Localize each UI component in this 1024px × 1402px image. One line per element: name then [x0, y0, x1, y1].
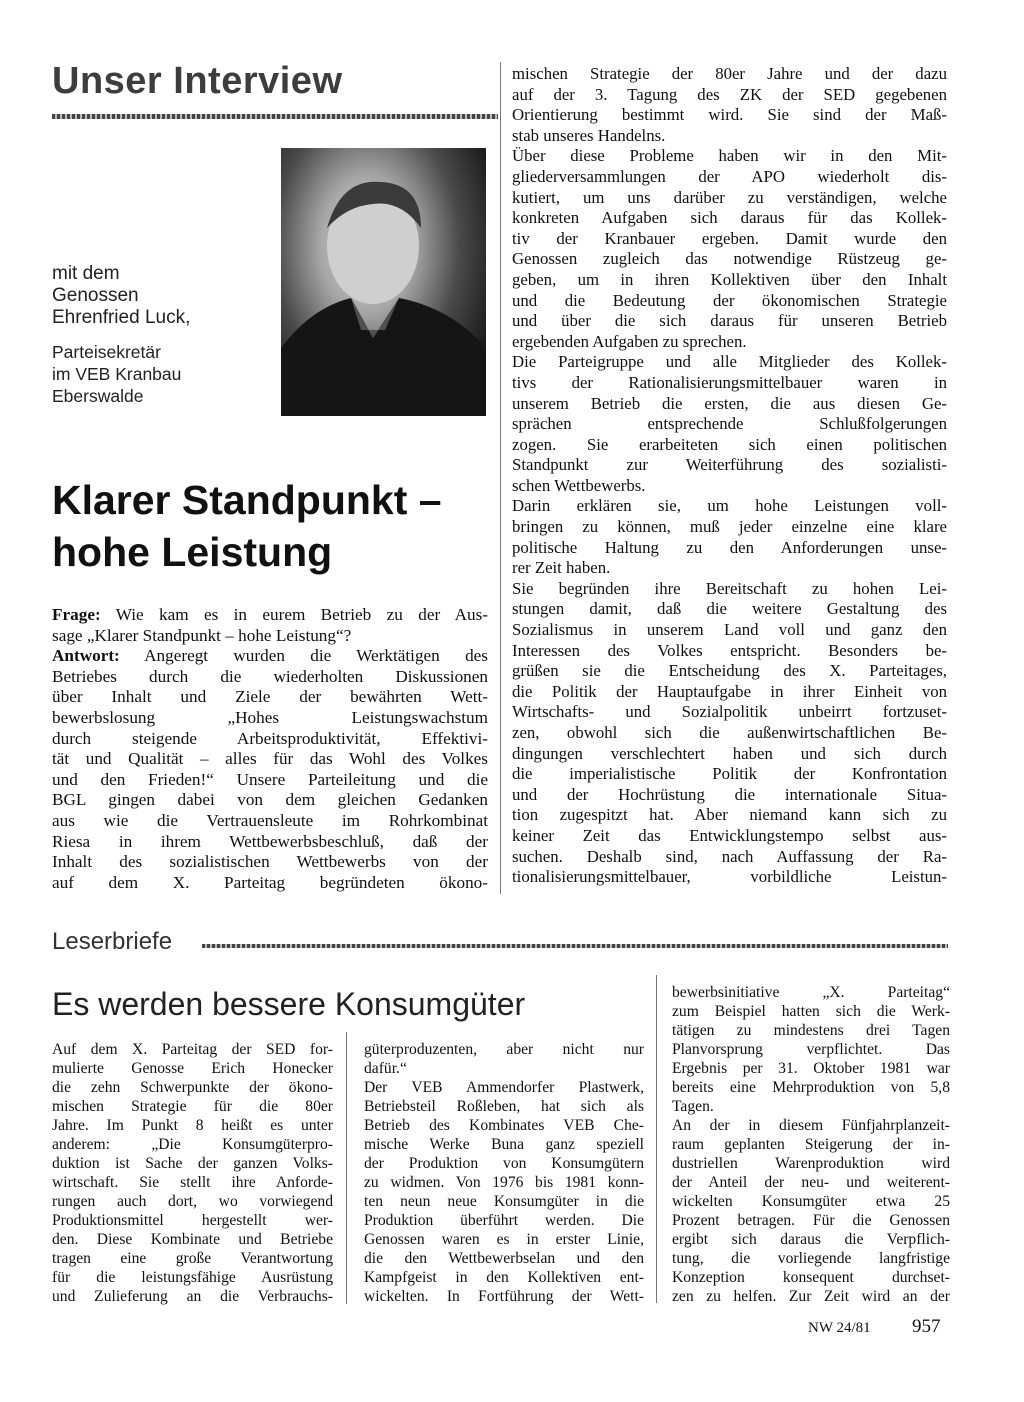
- text-line: mischen Strategie der 80er Jahre und der dazu: [512, 64, 947, 83]
- text-line: Darin erklären sie, um hohe Leistungen voll-: [512, 496, 947, 516]
- text-line: mischen Strategie für die 80er: [52, 1098, 333, 1115]
- section-heading: Unser Interview: [52, 60, 343, 102]
- role-line: Eberswalde: [52, 386, 144, 406]
- text-line: durch steigende Arbeitsproduktivität, Effektivi-: [52, 728, 488, 748]
- text-line: zen zu helfen. Zur Zeit wird an der: [672, 1288, 950, 1305]
- interviewee-role: [52, 341, 181, 407]
- text-line: bereits eine Mehrproduktion von 5,8: [672, 1079, 950, 1096]
- text-line: tivs der Rationalisierungsmittelbauer waren in: [512, 372, 947, 392]
- text-line: Wirtschafts- und Sozialpolitik unbeirrt fortzuset-: [512, 702, 947, 722]
- text-line: Riesa in ihrem Wettbewerbsbeschluß, daß der: [52, 831, 488, 851]
- text-line: und den Frieden!“ Unsere Parteileitung und die: [52, 769, 488, 789]
- text-line: den. Diese Kombinate und Betriebe: [52, 1231, 333, 1248]
- text-line: auf dem X. Parteitag begründeten ökono-: [52, 872, 488, 892]
- role-line: Parteisekretär: [52, 342, 161, 362]
- text-line: mische Werke Buna ganz speziell: [364, 1136, 644, 1153]
- text-line: dingungen verschlechtert haben und sich durch: [512, 743, 947, 763]
- text-line: aus wie die Vertrauensleute im Rohrkombinat: [52, 810, 488, 830]
- text-line: Genossen waren es in erster Linie,: [364, 1231, 644, 1248]
- text-line: die zehn Schwerpunkte der ökono-: [52, 1079, 333, 1096]
- antwort-label: Antwort:: [52, 646, 120, 666]
- text-line: raum geplanten Steigerung der in-: [672, 1136, 950, 1153]
- text-line: dafür.“: [364, 1060, 407, 1077]
- text-line: Die Parteigruppe und alle Mitglieder des Kollek-: [512, 352, 947, 372]
- text-line: [52, 646, 488, 667]
- text-line: tiv der Kranbauer ergeben. Damit wurde den: [512, 228, 947, 248]
- text-line: Inhalt des sozialistischen Wettbewerbs von der: [52, 852, 488, 872]
- text-line: tung, die vorliegende langfristige: [672, 1250, 950, 1267]
- text-line: Auf dem X. Parteitag der SED for-: [52, 1041, 333, 1058]
- letters-title: Es werden bessere Konsumgüter: [52, 986, 526, 1022]
- text-line: wickelten. In Fortführung der Wett-: [364, 1288, 644, 1305]
- text-line: Planvorsprung verpflichtet. Das: [672, 1041, 950, 1058]
- text-line: Konzeption konsequent durchset-: [672, 1269, 950, 1286]
- text-line: keiner Zeit das Entwicklungstempo selbst aus-: [512, 825, 947, 845]
- text-line: mulierte Genosse Erich Honecker: [52, 1060, 333, 1077]
- text-line: Betriebsteil Roßleben, hat sich als: [364, 1098, 644, 1115]
- text-line: Kampfgeist in den Kollektiven ent-: [364, 1269, 644, 1286]
- text-line: BGL gingen dabei von dem gleichen Gedanken: [52, 790, 488, 810]
- text-line: sage „Klarer Standpunkt – hohe Leistung“?: [52, 625, 352, 645]
- text-line: zum Beispiel hatten sich die Werk-: [672, 1003, 950, 1020]
- text-line: An der in diesem Fünfjahrplanzeit-: [672, 1117, 950, 1134]
- text-line: Der VEB Ammendorfer Plastwerk,: [364, 1079, 644, 1096]
- text-span: Wie kam es in eurem Betrieb zu der Aus-: [100, 605, 488, 624]
- text-line: duktion ist Sache der ganzen Volks-: [52, 1155, 333, 1172]
- text-line: Betrieb des Kombinates VEB Che-: [364, 1117, 644, 1134]
- text-line: kutiert, um uns darüber zu verständigen, welche: [512, 187, 947, 207]
- text-line: rer Zeit haben.: [512, 558, 611, 578]
- letters-column-1: [52, 1040, 333, 1306]
- text-line: grüßen sie die Entscheidung des X. Parteitages,: [512, 661, 947, 681]
- text-line: Produktion überführt werden. Die: [364, 1212, 644, 1229]
- text-line: die imperialistische Politik der Konfrontation: [512, 764, 947, 784]
- headline-line: Klarer Standpunkt –: [52, 477, 442, 523]
- text-line: wickelten Konsumgüter etwa 25: [672, 1193, 950, 1210]
- text-line: tragen eine große Verantwortung: [52, 1250, 333, 1267]
- text-line: Betriebes durch die wiederholten Diskussionen: [52, 666, 488, 686]
- text-line: Standpunkt zur Weiterführung des sozialisti-: [512, 455, 947, 475]
- text-line: schen Wettbewerbs.: [512, 475, 646, 495]
- letters-rule: [202, 944, 948, 948]
- text-line: tionalisierungsmittelbauer, vorbildliche Leistun-: [512, 867, 947, 887]
- column-divider: [346, 1032, 347, 1304]
- text-line: zogen. Sie erarbeiteten sich einen politischen: [512, 434, 947, 454]
- text-line: sprächen entsprechende Schlußfolgerungen: [512, 414, 947, 434]
- text-line: bewerbsinitiative „X. Parteitag“: [672, 984, 950, 1001]
- text-line: [52, 605, 488, 626]
- interview-right-column: [512, 64, 947, 888]
- text-line: und Zulieferung an die Verbrauchs-: [52, 1288, 333, 1305]
- text-line: politische Haltung zu den Anforderungen unse-: [512, 537, 947, 557]
- text-line: geben, um in ihren Kollektiven über den Inhalt: [512, 269, 947, 289]
- text-line: die Politik der Hauptaufgabe in ihrer Einheit von: [512, 681, 947, 701]
- text-line: zen, obwohl sich die außenwirtschaftlichen Be-: [512, 723, 947, 742]
- text-line: suchen. Deshalb sind, nach Auffassung der Ra-: [512, 846, 947, 866]
- frage-label: Frage:: [52, 605, 101, 624]
- text-line: für die leistungsfähige Ausrüstung: [52, 1269, 333, 1286]
- text-line: über Inhalt und Ziele der bewährten Wett-: [52, 687, 488, 707]
- text-line: gliederversammlungen der APO wiederholt dis-: [512, 166, 947, 186]
- text-line: Produktionsmittel hergestellt wer-: [52, 1212, 333, 1229]
- text-span: Angeregt wurden die Werktätigen des: [119, 646, 488, 666]
- text-line: stab unseres Handelns.: [512, 125, 666, 145]
- text-line: Interessen des Volkes entspricht. Besonders be-: [512, 640, 947, 660]
- text-line: Über diese Probleme haben wir in den Mit-: [512, 146, 947, 166]
- letters-section-label: Leserbriefe: [52, 928, 173, 955]
- text-line: tätigen zu mindestens drei Tagen: [672, 1022, 950, 1039]
- text-line: die den Wettbewerbselan und den: [364, 1250, 644, 1267]
- text-line: der Anteil der neu- und weiterent-: [672, 1174, 950, 1191]
- text-line: Sozialismus in unserem Land voll und ganz den: [512, 620, 947, 640]
- text-line: Ergebnis per 31. Oktober 1981 war: [672, 1060, 950, 1077]
- text-line: unserem Betrieb die ersten, die aus diesen Ge-: [512, 393, 947, 413]
- text-line: und über die sich daraus für unseren Betrieb: [512, 311, 947, 331]
- text-line: Jahre. Im Punkt 8 heißt es unter: [52, 1117, 333, 1134]
- article-headline: [52, 474, 502, 578]
- column-divider: [656, 975, 657, 1303]
- intro-line: mit dem: [52, 263, 120, 284]
- portrait-photo: [281, 148, 486, 416]
- text-line: der Produktion von Konsumgütern: [364, 1155, 644, 1172]
- text-line: ergibt sich daraus die Verpflich-: [672, 1231, 950, 1248]
- interview-left-column: [52, 605, 488, 893]
- letters-column-3: [672, 983, 950, 1306]
- text-line: tion zugespitzt hat. Aber niemand kann sich zu: [512, 805, 947, 825]
- text-line: Genossen zugleich das notwendige Rüstzeug ge-: [512, 249, 947, 269]
- text-line: zu widmen. Von 1976 bis 1981 konn-: [364, 1174, 644, 1191]
- text-line: stungen damit, daß die weitere Gestaltung des: [512, 599, 947, 619]
- text-line: Prozent betragen. Für die Genossen: [672, 1212, 950, 1229]
- text-line: und die Bedeutung der ökonomischen Strategie: [512, 290, 947, 310]
- text-line: Sie begründen ihre Bereitschaft zu hohen Lei-: [512, 578, 947, 598]
- letters-column-2: [364, 1040, 644, 1306]
- issue-label: NW 24/81: [808, 1320, 871, 1336]
- portrait-figure: [281, 148, 486, 416]
- text-line: rungen auch dort, wo vorwiegend: [52, 1193, 333, 1210]
- text-line: bringen zu können, muß jeder einzelne eine klare: [512, 517, 947, 537]
- text-line: Orientierung bestimmt wird. Sie sind der Maß-: [512, 105, 947, 125]
- text-line: bewerbslosung „Hohes Leistungswachstum: [52, 707, 488, 727]
- text-line: tät und Qualität – alles für das Wohl des Volkes: [52, 749, 488, 769]
- page-number: 957: [912, 1316, 941, 1337]
- intro-line: Genossen: [52, 285, 139, 306]
- text-line: ergebenden Aufgaben zu sprechen.: [512, 331, 747, 351]
- text-line: und der Hochrüstung die internationale Situa-: [512, 784, 947, 804]
- text-line: wirtschaft. Sie stellt ihre Anforde-: [52, 1174, 333, 1191]
- text-line: Tagen.: [672, 1098, 714, 1115]
- intro-line: Ehrenfried Luck,: [52, 307, 191, 328]
- heading-rule: [52, 114, 498, 119]
- role-line: im VEB Kranbau: [52, 364, 182, 384]
- text-line: konkreten Aufgaben sich daraus für das Kollek-: [512, 208, 947, 228]
- column-divider: [500, 62, 501, 894]
- text-line: dustriellen Warenproduktion wird: [672, 1155, 950, 1172]
- text-line: ten neun neue Konsumgüter in die: [364, 1193, 644, 1210]
- headline-line: hohe Leistung: [52, 529, 333, 575]
- text-line: güterproduzenten, aber nicht nur: [364, 1041, 644, 1058]
- text-line: auf der 3. Tagung des ZK der SED gegebenen: [512, 84, 947, 104]
- interviewee-intro: [52, 263, 190, 329]
- text-line: anderem: „Die Konsumgüterpro-: [52, 1136, 333, 1153]
